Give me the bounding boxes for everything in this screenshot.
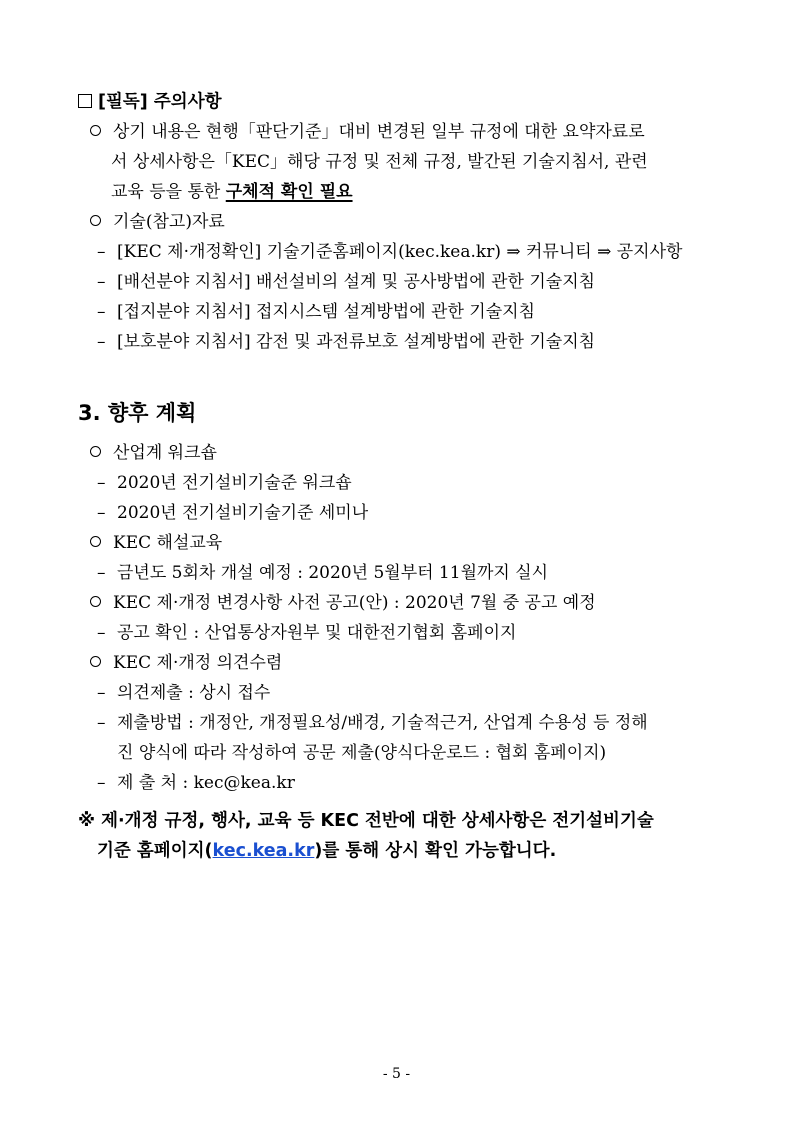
- circle-bullet-icon: [90, 215, 101, 226]
- footer-note-line-1: ※ 제·개정 규정, 행사, 교육 등 KEC 전반에 대한 상세사항은 전기설비기술: [78, 811, 654, 831]
- notice-paragraph-line-1: 상기 내용은 현행「판단기준」대비 변경된 일부 규정에 대한 요약자료로: [90, 120, 645, 144]
- reference-title-row: [90, 210, 225, 234]
- workshop-item: – 2020년 전기설비기술준 워크숍: [97, 473, 352, 493]
- circle-bullet-icon: [90, 656, 101, 667]
- education-item: – 금년도 5회차 개설 예정 : 2020년 5월부터 11월까지 실시: [97, 563, 549, 583]
- emphasis-text: 구체적 확인 필요: [225, 182, 353, 202]
- opinion-item: – 제 출 처 : kec@kea.kr: [97, 773, 295, 793]
- circle-bullet-icon: [90, 536, 101, 547]
- education-row: KEC 해설교육: [90, 531, 222, 555]
- announcement-row: KEC 제·개정 변경사항 사전 공고(안) : 2020년 7월 중 공고 예정: [90, 591, 596, 615]
- circle-bullet-icon: [90, 446, 101, 457]
- checkbox-square-icon: [78, 94, 92, 108]
- opinion-item: – 제출방법 : 개정안, 개정필요성/배경, 기술적근거, 산업계 수용성 등 정해: [97, 713, 648, 733]
- homepage-link[interactable]: kec.kea.kr: [212, 841, 315, 861]
- reference-item: – [KEC 제·개정확인] 기술기준홈페이지(kec.kea.kr) ⇒ 커뮤니티 ⇒ 공지사항: [97, 242, 683, 262]
- page-number: - 5 -: [382, 1066, 411, 1082]
- reference-item: – [접지분야 지침서] 접지시스템 설계방법에 관한 기술지침: [97, 302, 535, 322]
- notice-heading: [필독] 주의사항: [98, 92, 222, 112]
- reference-title: 기술(참고)자료: [113, 212, 225, 232]
- notice-paragraph-line-3: 교육 등을 통한 구체적 확인 필요: [111, 182, 353, 202]
- notice-heading-row: [78, 90, 222, 114]
- section-title: 3. 향후 계획: [78, 401, 197, 425]
- reference-item: – [배선분야 지침서] 배선설비의 설계 및 공사방법에 관한 기술지침: [97, 272, 596, 292]
- opinion-row: KEC 제·개정 의견수렴: [90, 651, 282, 675]
- circle-bullet-icon: [90, 596, 101, 607]
- footer-note-line-2: 기준 홈페이지(kec.kea.kr)를 통해 상시 확인 가능합니다.: [97, 841, 557, 861]
- reference-item: – [보호분야 지침서] 감전 및 과전류보호 설계방법에 관한 기술지침: [97, 332, 596, 352]
- workshop-row: 산업계 워크숍: [90, 441, 217, 465]
- workshop-item: – 2020년 전기설비기술기준 세미나: [97, 503, 369, 523]
- circle-bullet-icon: [90, 125, 101, 136]
- notice-paragraph-line-2: 서 상세사항은「KEC」해당 규정 및 전체 규정, 발간된 기술지침서, 관련: [111, 152, 648, 172]
- opinion-item-continued: 진 양식에 따라 작성하여 공문 제출(양식다운로드 : 협회 홈페이지): [117, 743, 607, 763]
- opinion-item: – 의견제출 : 상시 접수: [97, 683, 271, 703]
- announcement-item: – 공고 확인 : 산업통상자원부 및 대한전기협회 홈페이지: [97, 623, 517, 643]
